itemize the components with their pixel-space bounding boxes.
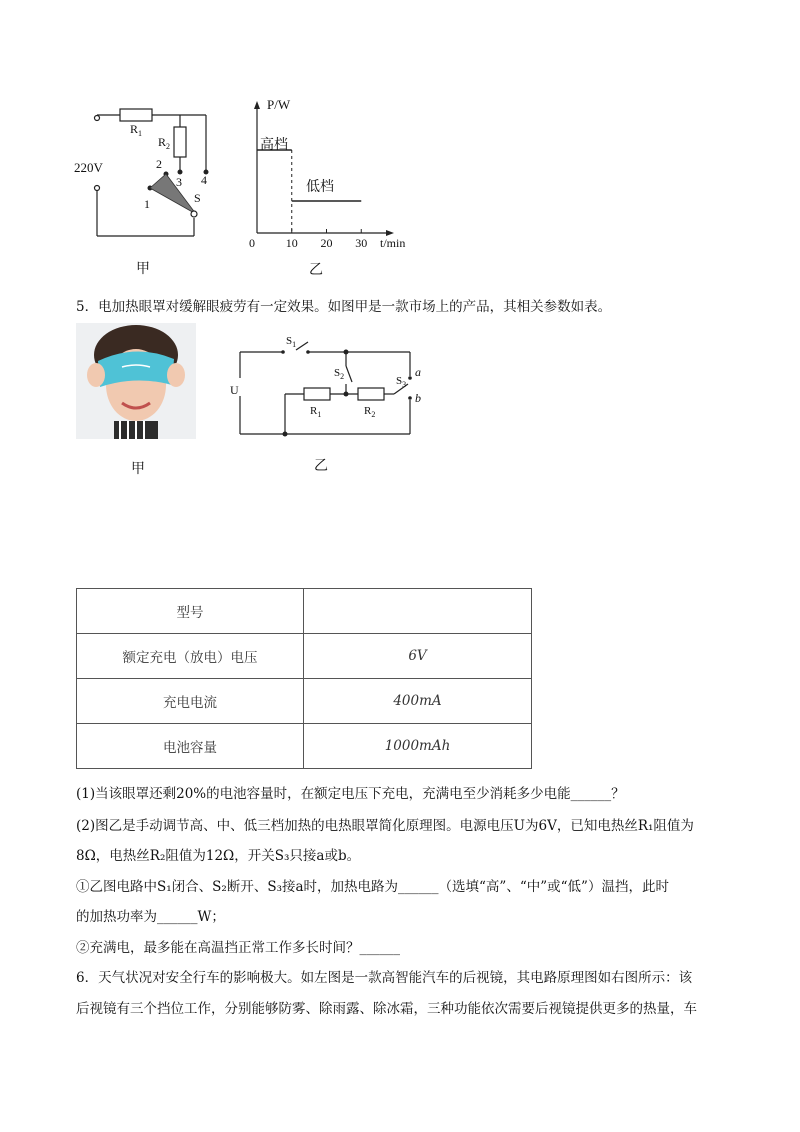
photo-caption-jia: 甲 [131,461,145,477]
table-row [77,724,532,769]
voltage-label: 220V [74,160,103,175]
rotary-switch-blade [150,174,196,214]
eye-mask-photo [76,323,196,439]
low-gear-label: 低档 [306,180,334,195]
r2-label-q5: $R_2$ [364,405,376,419]
eye-mask-illustration [76,323,196,439]
table-cell-value: 1000mAh [304,724,532,769]
high-gear-label: 高档 [260,138,288,153]
contact-label-3: 3 [176,175,182,189]
heater-circuit-diagram [70,100,230,250]
question-5-part-1-line-2: 的加热功率为______W； [76,909,225,925]
question-5-part-2: ②充满电，最多能在高温挡正常工作多长时间？______ [76,940,400,956]
question-5-stem: 5．电加热眼罩对缓解眼疲劳有一定效果。如图甲是一款市场上的产品，其相关参数如表。 [76,299,612,315]
figure-caption-jia: 甲 [136,261,150,277]
table-cell-label: 电池容量 [77,724,304,769]
x-tick-label: 20 [320,236,333,250]
question-6-line-2: 后视镜有三个挡位工作，分别能够防雾、除雨露、除冰霜，三种功能依次需要后视镜提供更多的热量，车 [76,1001,697,1017]
r1-label: $R_1$ [130,122,143,138]
table-row [77,589,532,634]
s1-label: $S_1$ [286,335,297,349]
contact-label-4: 4 [201,173,207,187]
contact-3 [178,170,183,175]
terminal-a-label: a [415,365,421,379]
question-5-part-1-line-1: ①乙图电路中S₁闭合、S₂断开、S₃接a时，加热电路为______（选填“高”、“中”或“低”）温挡，此时 [76,879,669,895]
table-row [77,679,532,724]
power-time-chart [240,95,420,255]
s2-label: $S_2$ [334,367,345,381]
contact-label-2: 2 [156,157,162,171]
table-cell-label: 型号 [77,589,304,634]
r1-label-q5: $R_1$ [310,405,322,419]
x-tick-label: 0 [249,236,255,250]
table-row [77,634,532,679]
x-tick-label: 30 [355,236,368,250]
y-axis-arrow [254,101,260,109]
table-cell-label: 充电电流 [77,679,304,724]
question-5-sub-2-line-1: (2)图乙是手动调节高、中、低三档加热的电热眼罩简化原理图。电源电压U为6V，已知电热丝R₁阻值为 [76,818,694,834]
question-5-sub-2-line-2: 8Ω，电热丝R₂阻值为12Ω，开关S₃只接a或b。 [76,848,361,864]
terminal-b-label: b [415,391,421,405]
source-u-label: U [230,383,239,397]
switch-label: S [194,191,201,205]
figure-caption-yi: 乙 [309,262,323,278]
parameter-table [76,588,532,769]
question-6-line-1: 6．天气状况对安全行车的影响极大。如左图是一款高智能汽车的后视镜，其电路原理图如右图所示：该 [76,970,693,986]
circuit-caption-yi: 乙 [314,458,328,474]
question-5-sub-1: (1)当该眼罩还剩20%的电池容量时，在额定电压下充电，充满电至少消耗多少电能______？ [76,786,625,802]
eye-mask-circuit-diagram [228,330,428,448]
y-axis-label: P/W [267,97,291,112]
x-axis-label: t/min [380,236,406,250]
s3-label: $S_3$ [396,375,407,389]
x-tick-label: 10 [285,236,298,250]
contact-label-1: 1 [144,197,150,211]
table-cell-label: 额定充电（放电）电压 [77,634,304,679]
table-cell-value [304,589,532,634]
table-cell-value: 400mA [304,679,532,724]
r2-label: $R_2$ [158,135,171,151]
table-cell-value: 6V [304,634,532,679]
